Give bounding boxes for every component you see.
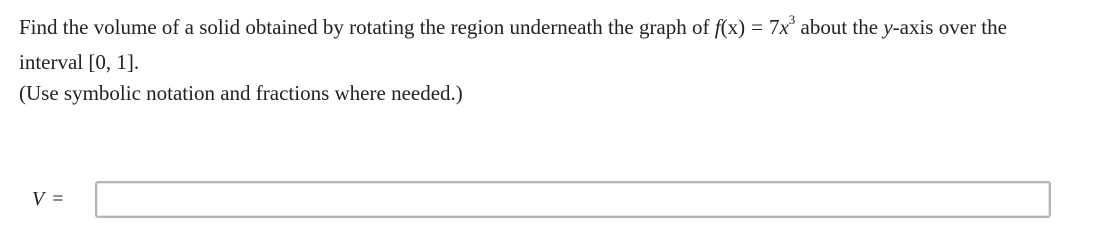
answer-label [32,184,64,214]
question-part-2: about the [795,15,884,39]
equals-sign: = [751,15,763,39]
function-argument: (x) [720,15,746,39]
axis-variable: y [883,15,893,39]
answer-input[interactable] [95,181,1051,218]
question-text [19,11,1109,79]
variable-x: x [779,15,789,39]
answer-variable: V [32,188,45,210]
question-part-1: Find the volume of a solid obtained by rotating the region underneath the graph of [19,15,715,39]
function-name: f [714,15,721,39]
question-line-2: interval [0, 1]. [19,50,140,74]
question-line-1 [19,11,1109,46]
answer-equals: = [52,188,64,210]
exponent: 3 [788,12,796,27]
notation-hint: (Use symbolic notation and fractions where needed.) [19,81,463,105]
coefficient: 7 [768,15,780,39]
question-part-3: -axis over the [892,15,1007,39]
